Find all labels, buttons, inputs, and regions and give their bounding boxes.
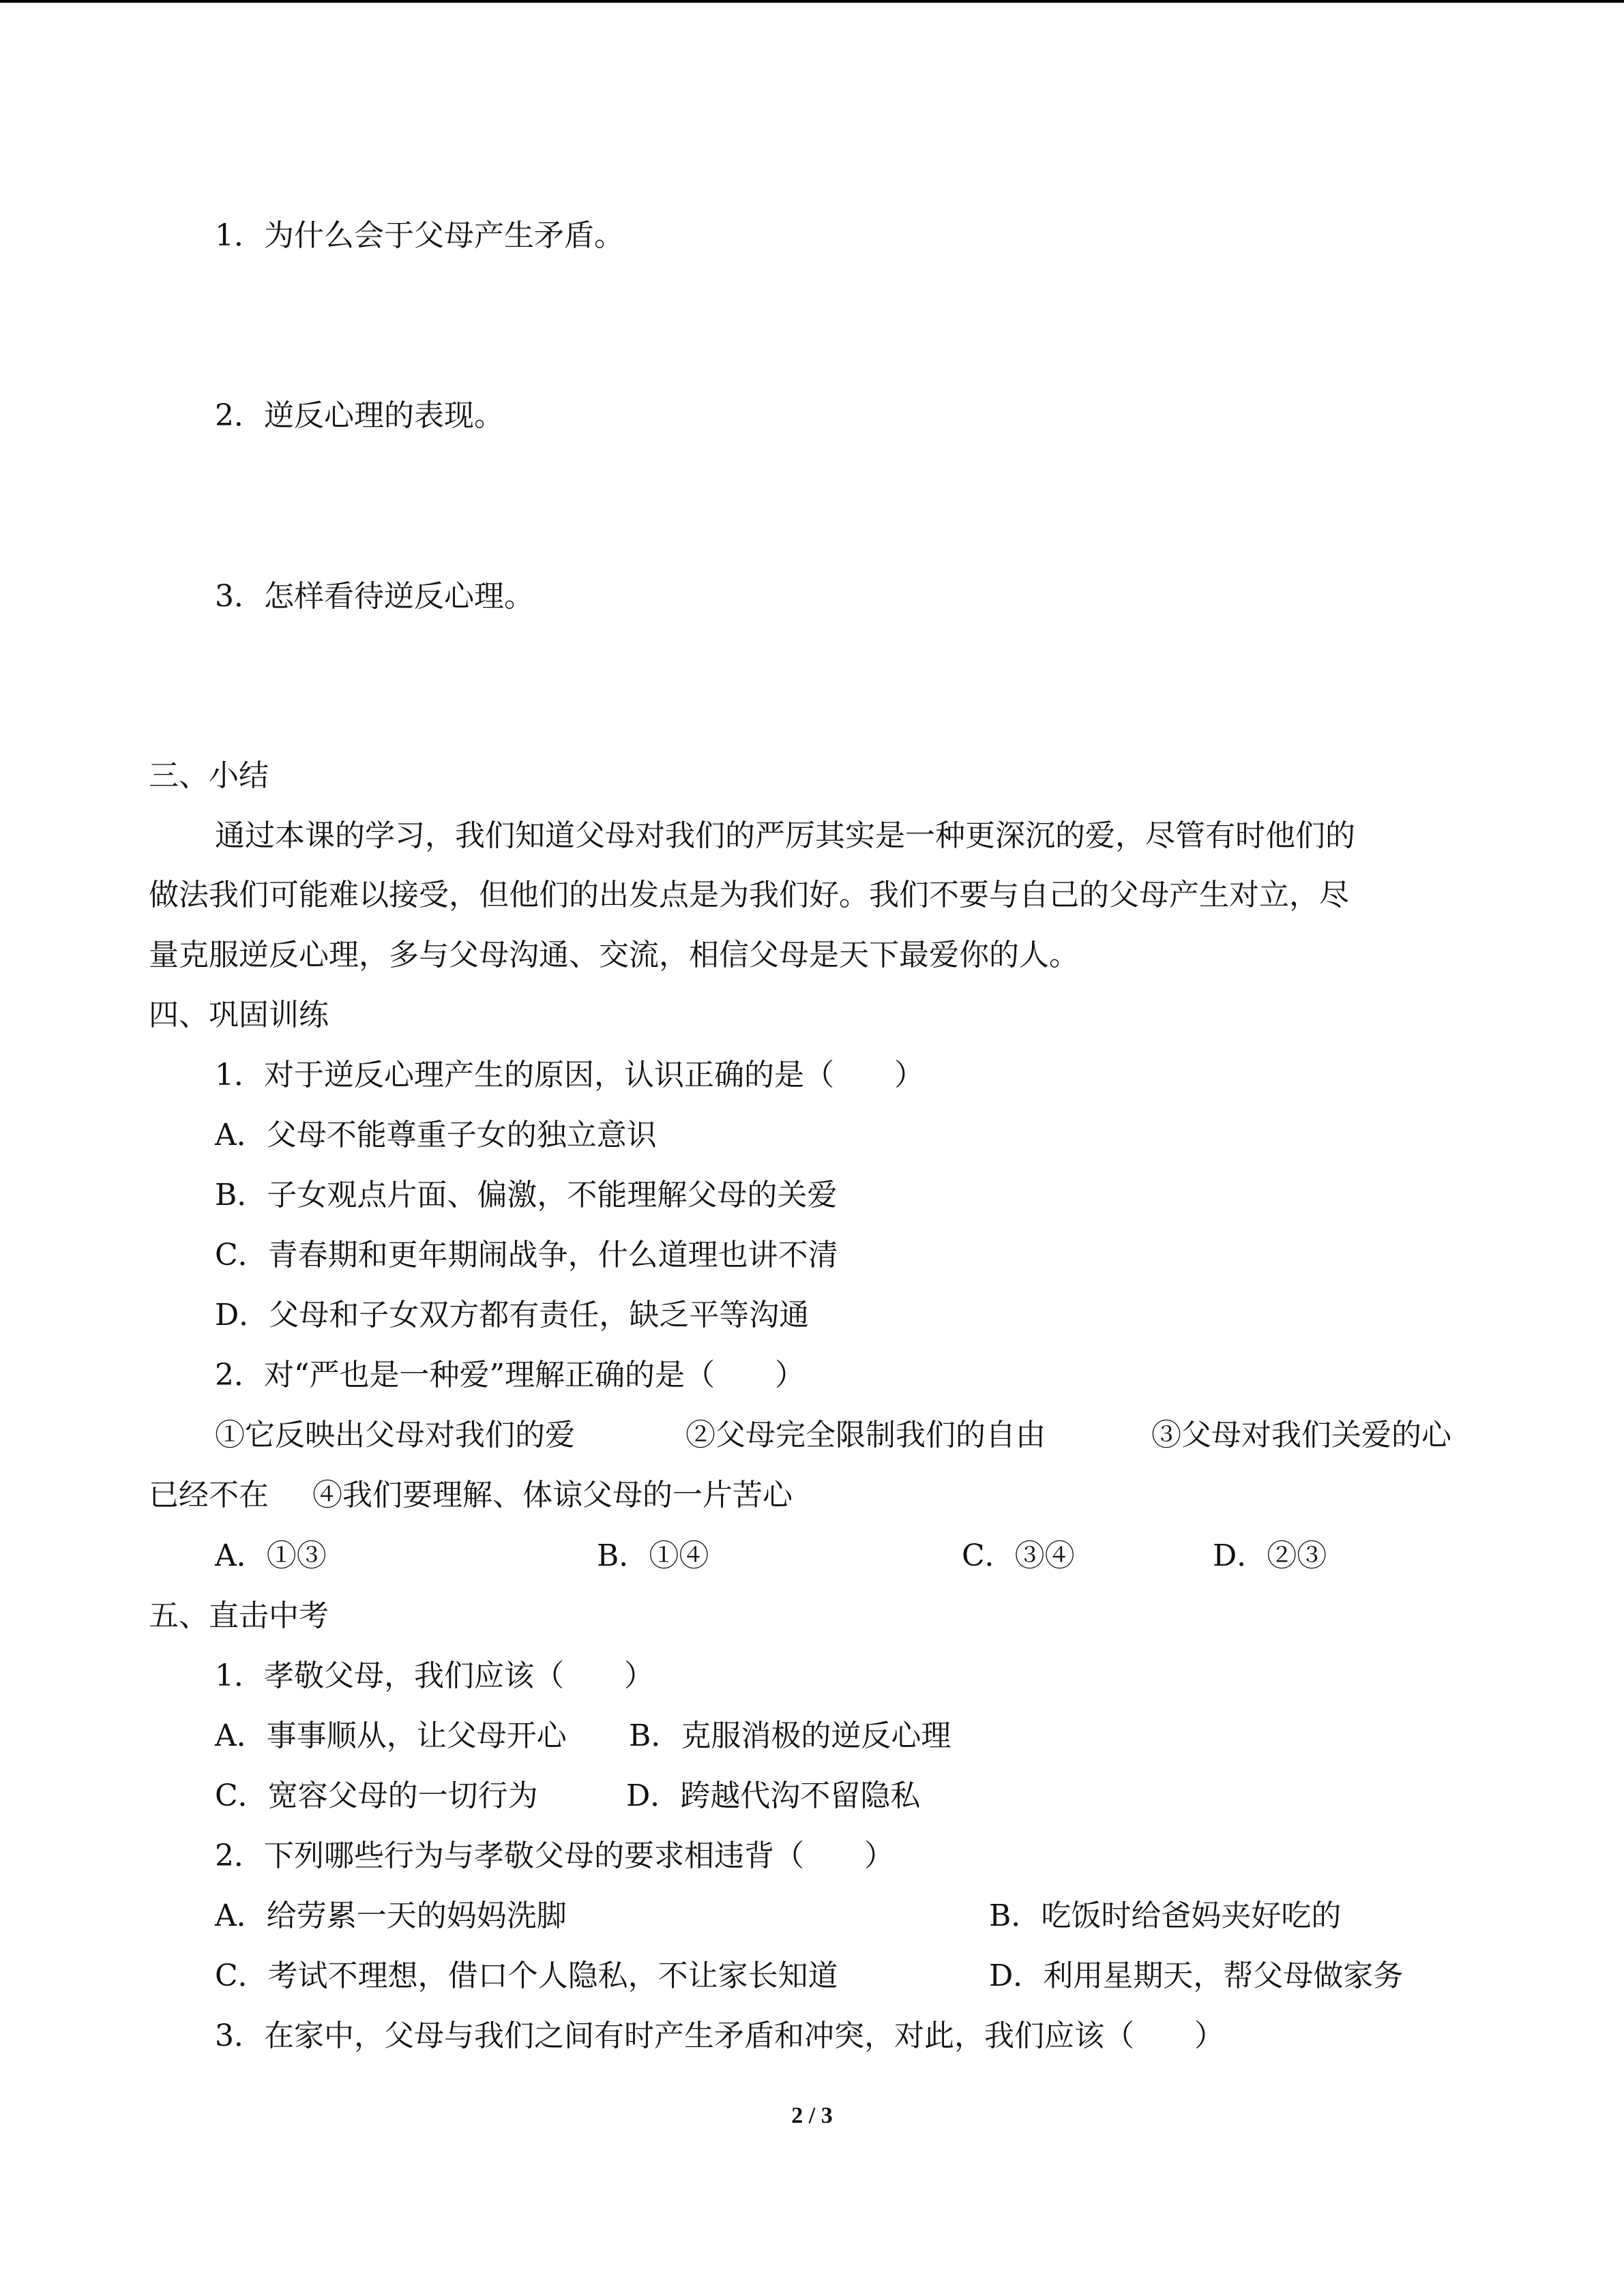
question-3: 3．怎样看待逆反心理。 bbox=[215, 579, 534, 614]
summary-heading: 三、小结 bbox=[149, 758, 269, 793]
option-c: C．宽容父母的一切行为 bbox=[215, 1778, 538, 1813]
exam-question-3: 3．在家中，父母与我们之间有时产生矛盾和冲突，对此，我们应该（ ） bbox=[215, 2018, 1224, 2053]
option-c: C．青春期和更年期闹战争，什么道理也讲不清 bbox=[215, 1238, 838, 1272]
option-d: D．②③ bbox=[1213, 1538, 1327, 1573]
statement-4: ④我们要理解、体谅父母的一片苦心 bbox=[312, 1478, 793, 1512]
question-2: 2．逆反心理的表现。 bbox=[215, 398, 504, 433]
option-a: A．事事顺从，让父母开心 bbox=[215, 1718, 567, 1753]
option-d: D．利用星期天，帮父母做家务 bbox=[989, 1958, 1404, 1993]
summary-paragraph-line: 量克服逆反心理，多与父母沟通、交流，相信父母是天下最爱你的人。 bbox=[149, 938, 1079, 972]
option-b: B．吃饭时给爸妈夹好吃的 bbox=[989, 1898, 1342, 1933]
exam-heading: 五、直击中考 bbox=[149, 1598, 329, 1633]
summary-paragraph-line: 通过本课的学习，我们知道父母对我们的严厉其实是一种更深沉的爱，尽管有时他们的 bbox=[215, 818, 1355, 853]
option-a: A．①③ bbox=[215, 1538, 327, 1573]
question-1: 1．为什么会于父母产生矛盾。 bbox=[215, 218, 624, 253]
statement-1: ①它反映出父母对我们的爱 bbox=[215, 1418, 575, 1452]
option-c: C．③④ bbox=[962, 1538, 1075, 1573]
top-border bbox=[0, 0, 1624, 3]
option-d: D．父母和子女双方都有责任，缺乏平等沟通 bbox=[215, 1298, 810, 1332]
statement-3-continued: 已经不在 bbox=[149, 1478, 269, 1512]
option-a: A．父母不能尊重子女的独立意识 bbox=[215, 1118, 657, 1152]
statement-3: ③父母对我们关爱的心 bbox=[1151, 1418, 1451, 1452]
exam-question-2: 2．下列哪些行为与孝敬父母的要求相违背（ ） bbox=[215, 1838, 894, 1873]
option-a: A．给劳累一天的妈妈洗脚 bbox=[215, 1898, 567, 1933]
option-b: B．克服消极的逆反心理 bbox=[629, 1718, 951, 1753]
practice-heading: 四、巩固训练 bbox=[149, 998, 329, 1032]
page-number: 2 / 3 bbox=[791, 2103, 833, 2128]
option-c: C．考试不理想，借口个人隐私，不让家长知道 bbox=[215, 1958, 838, 1993]
option-b: B．①④ bbox=[597, 1538, 709, 1573]
practice-question-2: 2．对“严也是一种爱”理解正确的是（ ） bbox=[215, 1358, 805, 1392]
option-d: D．跨越代沟不留隐私 bbox=[626, 1778, 921, 1813]
statement-2: ②父母完全限制我们的自由 bbox=[685, 1418, 1046, 1452]
practice-question-1: 1．对于逆反心理产生的原因，认识正确的是（ ） bbox=[215, 1058, 924, 1092]
option-b: B．子女观点片面、偏激，不能理解父母的关爱 bbox=[215, 1178, 838, 1212]
exam-question-1: 1．孝敬父母，我们应该（ ） bbox=[215, 1658, 654, 1693]
summary-paragraph-line: 做法我们可能难以接受，但他们的出发点是为我们好。我们不要与自己的父母产生对立，尽 bbox=[149, 878, 1349, 912]
